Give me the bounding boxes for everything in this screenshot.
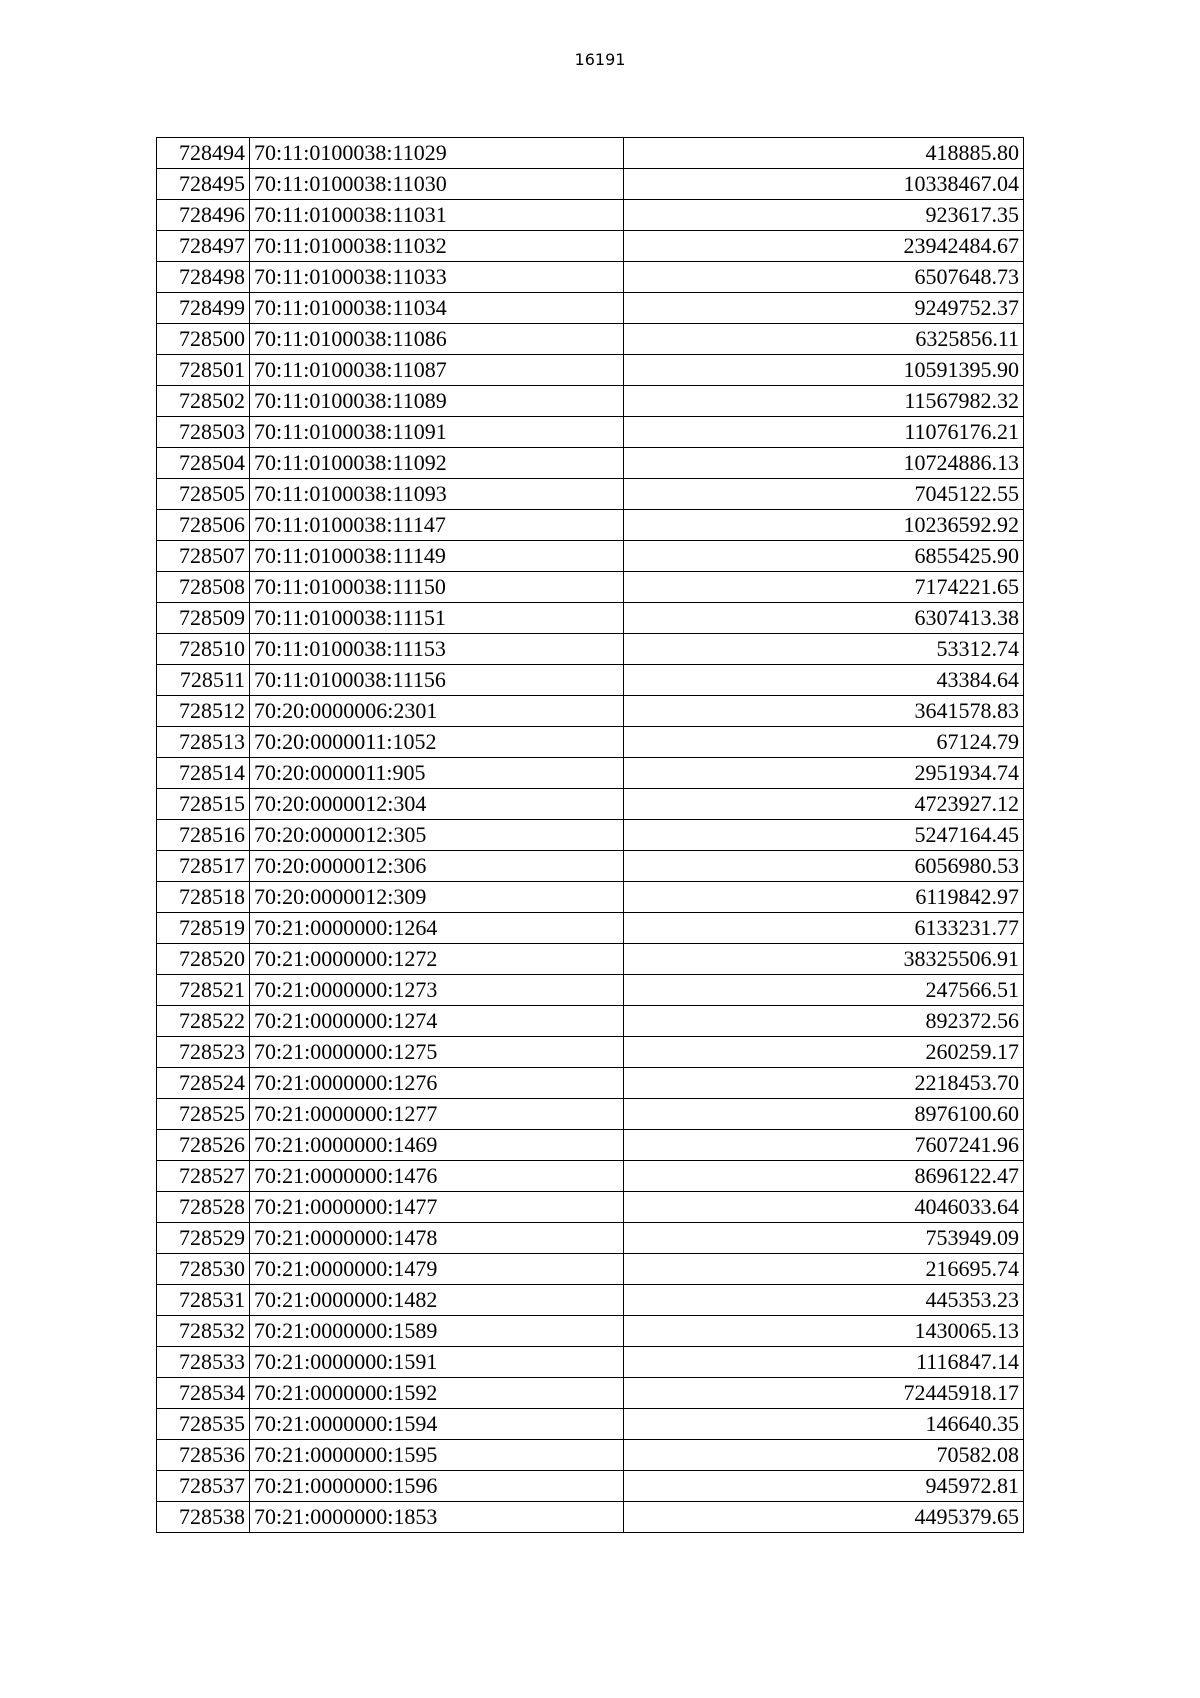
cadastral-number-cell: 70:11:0100038:11086: [250, 324, 624, 355]
value-cell: 53312.74: [624, 634, 1024, 665]
value-cell: 6307413.38: [624, 603, 1024, 634]
table-row: [157, 944, 1024, 975]
cadastral-number-cell: 70:11:0100038:11087: [250, 355, 624, 386]
cadastral-number-cell: 70:11:0100038:11089: [250, 386, 624, 417]
row-id-cell: 728498: [157, 262, 250, 293]
value-cell: 892372.56: [624, 1006, 1024, 1037]
row-id-cell: 728501: [157, 355, 250, 386]
table-row: [157, 634, 1024, 665]
table-row: [157, 1130, 1024, 1161]
row-id-cell: 728510: [157, 634, 250, 665]
row-id-cell: 728530: [157, 1254, 250, 1285]
row-id-cell: 728497: [157, 231, 250, 262]
cadastral-number-cell: 70:11:0100038:11092: [250, 448, 624, 479]
table-row: [157, 789, 1024, 820]
row-id-cell: 728533: [157, 1347, 250, 1378]
table-row: [157, 975, 1024, 1006]
row-id-cell: 728516: [157, 820, 250, 851]
table-row: [157, 1347, 1024, 1378]
row-id-cell: 728521: [157, 975, 250, 1006]
value-cell: 10591395.90: [624, 355, 1024, 386]
value-cell: 6133231.77: [624, 913, 1024, 944]
cadastral-number-cell: 70:21:0000000:1478: [250, 1223, 624, 1254]
value-cell: 1430065.13: [624, 1316, 1024, 1347]
table-row: [157, 1378, 1024, 1409]
row-id-cell: 728525: [157, 1099, 250, 1130]
table-row: [157, 479, 1024, 510]
cadastral-number-cell: 70:21:0000000:1276: [250, 1068, 624, 1099]
row-id-cell: 728534: [157, 1378, 250, 1409]
row-id-cell: 728500: [157, 324, 250, 355]
table-row: [157, 200, 1024, 231]
table-row: [157, 851, 1024, 882]
value-cell: 247566.51: [624, 975, 1024, 1006]
table-row: [157, 231, 1024, 262]
cadastral-number-cell: 70:21:0000000:1482: [250, 1285, 624, 1316]
value-cell: 6507648.73: [624, 262, 1024, 293]
cadastral-number-cell: 70:21:0000000:1595: [250, 1440, 624, 1471]
cadastral-number-cell: 70:11:0100038:11151: [250, 603, 624, 634]
value-cell: 7174221.65: [624, 572, 1024, 603]
table-row: [157, 820, 1024, 851]
cadastral-number-cell: 70:11:0100038:11030: [250, 169, 624, 200]
table-row: [157, 324, 1024, 355]
value-cell: 23942484.67: [624, 231, 1024, 262]
cadastral-number-cell: 70:21:0000000:1273: [250, 975, 624, 1006]
value-cell: 5247164.45: [624, 820, 1024, 851]
page-number: 16191: [574, 50, 626, 69]
row-id-cell: 728523: [157, 1037, 250, 1068]
row-id-cell: 728505: [157, 479, 250, 510]
row-id-cell: 728509: [157, 603, 250, 634]
value-cell: 67124.79: [624, 727, 1024, 758]
row-id-cell: 728527: [157, 1161, 250, 1192]
table-row: [157, 1254, 1024, 1285]
value-cell: 4723927.12: [624, 789, 1024, 820]
cadastral-number-cell: 70:11:0100038:11147: [250, 510, 624, 541]
cadastral-number-cell: 70:20:0000006:2301: [250, 696, 624, 727]
cadastral-number-cell: 70:11:0100038:11034: [250, 293, 624, 324]
value-cell: 10236592.92: [624, 510, 1024, 541]
cadastral-number-cell: 70:11:0100038:11149: [250, 541, 624, 572]
value-cell: 7607241.96: [624, 1130, 1024, 1161]
row-id-cell: 728532: [157, 1316, 250, 1347]
table-row: [157, 696, 1024, 727]
value-cell: 216695.74: [624, 1254, 1024, 1285]
row-id-cell: 728535: [157, 1409, 250, 1440]
table-row: [157, 1409, 1024, 1440]
cadastral-number-cell: 70:11:0100038:11032: [250, 231, 624, 262]
table-row: [157, 1006, 1024, 1037]
table-row: [157, 727, 1024, 758]
value-cell: 753949.09: [624, 1223, 1024, 1254]
row-id-cell: 728502: [157, 386, 250, 417]
cadastral-number-cell: 70:21:0000000:1594: [250, 1409, 624, 1440]
row-id-cell: 728520: [157, 944, 250, 975]
table-row: [157, 665, 1024, 696]
cadastral-number-cell: 70:11:0100038:11150: [250, 572, 624, 603]
cadastral-number-cell: 70:21:0000000:1477: [250, 1192, 624, 1223]
table-row: [157, 293, 1024, 324]
row-id-cell: 728528: [157, 1192, 250, 1223]
table-row: [157, 448, 1024, 479]
value-cell: 2951934.74: [624, 758, 1024, 789]
cadastral-number-cell: 70:21:0000000:1277: [250, 1099, 624, 1130]
table-row: [157, 1440, 1024, 1471]
cadastral-number-cell: 70:20:0000012:309: [250, 882, 624, 913]
table-body: [157, 138, 1024, 1533]
table-row: [157, 1285, 1024, 1316]
table-row: [157, 603, 1024, 634]
value-cell: 38325506.91: [624, 944, 1024, 975]
table-row: [157, 169, 1024, 200]
row-id-cell: 728513: [157, 727, 250, 758]
cadastral-number-cell: 70:21:0000000:1479: [250, 1254, 624, 1285]
value-cell: 11076176.21: [624, 417, 1024, 448]
cadastral-number-cell: 70:11:0100038:11153: [250, 634, 624, 665]
table-row: [157, 417, 1024, 448]
value-cell: 10724886.13: [624, 448, 1024, 479]
cadastral-number-cell: 70:21:0000000:1264: [250, 913, 624, 944]
table-row: [157, 355, 1024, 386]
cadastral-number-cell: 70:21:0000000:1853: [250, 1502, 624, 1533]
cadastral-number-cell: 70:21:0000000:1589: [250, 1316, 624, 1347]
value-cell: 260259.17: [624, 1037, 1024, 1068]
cadastral-number-cell: 70:11:0100038:11033: [250, 262, 624, 293]
row-id-cell: 728511: [157, 665, 250, 696]
cadastral-number-cell: 70:21:0000000:1591: [250, 1347, 624, 1378]
value-cell: 9249752.37: [624, 293, 1024, 324]
table-row: [157, 1316, 1024, 1347]
value-cell: 4495379.65: [624, 1502, 1024, 1533]
value-cell: 146640.35: [624, 1409, 1024, 1440]
cadastral-number-cell: 70:21:0000000:1275: [250, 1037, 624, 1068]
cadastral-number-cell: 70:21:0000000:1476: [250, 1161, 624, 1192]
value-cell: 11567982.32: [624, 386, 1024, 417]
table-row: [157, 541, 1024, 572]
row-id-cell: 728519: [157, 913, 250, 944]
row-id-cell: 728504: [157, 448, 250, 479]
value-cell: 43384.64: [624, 665, 1024, 696]
value-cell: 923617.35: [624, 200, 1024, 231]
table-row: [157, 1471, 1024, 1502]
cadastral-number-cell: 70:11:0100038:11029: [250, 138, 624, 169]
table-row: [157, 1068, 1024, 1099]
value-cell: 4046033.64: [624, 1192, 1024, 1223]
value-cell: 445353.23: [624, 1285, 1024, 1316]
cadastral-number-cell: 70:11:0100038:11093: [250, 479, 624, 510]
cadastral-number-cell: 70:21:0000000:1469: [250, 1130, 624, 1161]
value-cell: 8976100.60: [624, 1099, 1024, 1130]
table-row: [157, 882, 1024, 913]
row-id-cell: 728515: [157, 789, 250, 820]
table-row: [157, 1502, 1024, 1533]
row-id-cell: 728524: [157, 1068, 250, 1099]
row-id-cell: 728514: [157, 758, 250, 789]
value-cell: 6855425.90: [624, 541, 1024, 572]
row-id-cell: 728518: [157, 882, 250, 913]
row-id-cell: 728526: [157, 1130, 250, 1161]
value-cell: 1116847.14: [624, 1347, 1024, 1378]
cadastral-number-cell: 70:21:0000000:1274: [250, 1006, 624, 1037]
value-cell: 6325856.11: [624, 324, 1024, 355]
row-id-cell: 728507: [157, 541, 250, 572]
table-row: [157, 510, 1024, 541]
cadastral-number-cell: 70:20:0000011:1052: [250, 727, 624, 758]
value-cell: 10338467.04: [624, 169, 1024, 200]
table-row: [157, 758, 1024, 789]
row-id-cell: 728495: [157, 169, 250, 200]
value-cell: 6119842.97: [624, 882, 1024, 913]
cadastral-number-cell: 70:20:0000012:304: [250, 789, 624, 820]
row-id-cell: 728531: [157, 1285, 250, 1316]
value-cell: 7045122.55: [624, 479, 1024, 510]
table-row: [157, 386, 1024, 417]
row-id-cell: 728503: [157, 417, 250, 448]
row-id-cell: 728508: [157, 572, 250, 603]
row-id-cell: 728494: [157, 138, 250, 169]
table-row: [157, 913, 1024, 944]
cadastral-number-cell: 70:20:0000011:905: [250, 758, 624, 789]
row-id-cell: 728506: [157, 510, 250, 541]
cadastral-number-cell: 70:11:0100038:11156: [250, 665, 624, 696]
row-id-cell: 728536: [157, 1440, 250, 1471]
table-row: [157, 1099, 1024, 1130]
row-id-cell: 728496: [157, 200, 250, 231]
value-cell: 2218453.70: [624, 1068, 1024, 1099]
table-row: [157, 1192, 1024, 1223]
value-cell: 3641578.83: [624, 696, 1024, 727]
row-id-cell: 728537: [157, 1471, 250, 1502]
value-cell: 72445918.17: [624, 1378, 1024, 1409]
row-id-cell: 728517: [157, 851, 250, 882]
cadastral-number-cell: 70:21:0000000:1596: [250, 1471, 624, 1502]
cadastral-number-cell: 70:11:0100038:11091: [250, 417, 624, 448]
table-row: [157, 1037, 1024, 1068]
row-id-cell: 728499: [157, 293, 250, 324]
row-id-cell: 728522: [157, 1006, 250, 1037]
cadastral-number-cell: 70:20:0000012:306: [250, 851, 624, 882]
table-row: [157, 138, 1024, 169]
value-cell: 6056980.53: [624, 851, 1024, 882]
table-row: [157, 572, 1024, 603]
table-row: [157, 1161, 1024, 1192]
table-row: [157, 1223, 1024, 1254]
value-cell: 70582.08: [624, 1440, 1024, 1471]
data-table: [156, 137, 1024, 1533]
cadastral-number-cell: 70:11:0100038:11031: [250, 200, 624, 231]
cadastral-number-cell: 70:21:0000000:1592: [250, 1378, 624, 1409]
cadastral-number-cell: 70:20:0000012:305: [250, 820, 624, 851]
table-row: [157, 262, 1024, 293]
value-cell: 945972.81: [624, 1471, 1024, 1502]
row-id-cell: 728529: [157, 1223, 250, 1254]
value-cell: 8696122.47: [624, 1161, 1024, 1192]
value-cell: 418885.80: [624, 138, 1024, 169]
row-id-cell: 728512: [157, 696, 250, 727]
cadastral-number-cell: 70:21:0000000:1272: [250, 944, 624, 975]
row-id-cell: 728538: [157, 1502, 250, 1533]
